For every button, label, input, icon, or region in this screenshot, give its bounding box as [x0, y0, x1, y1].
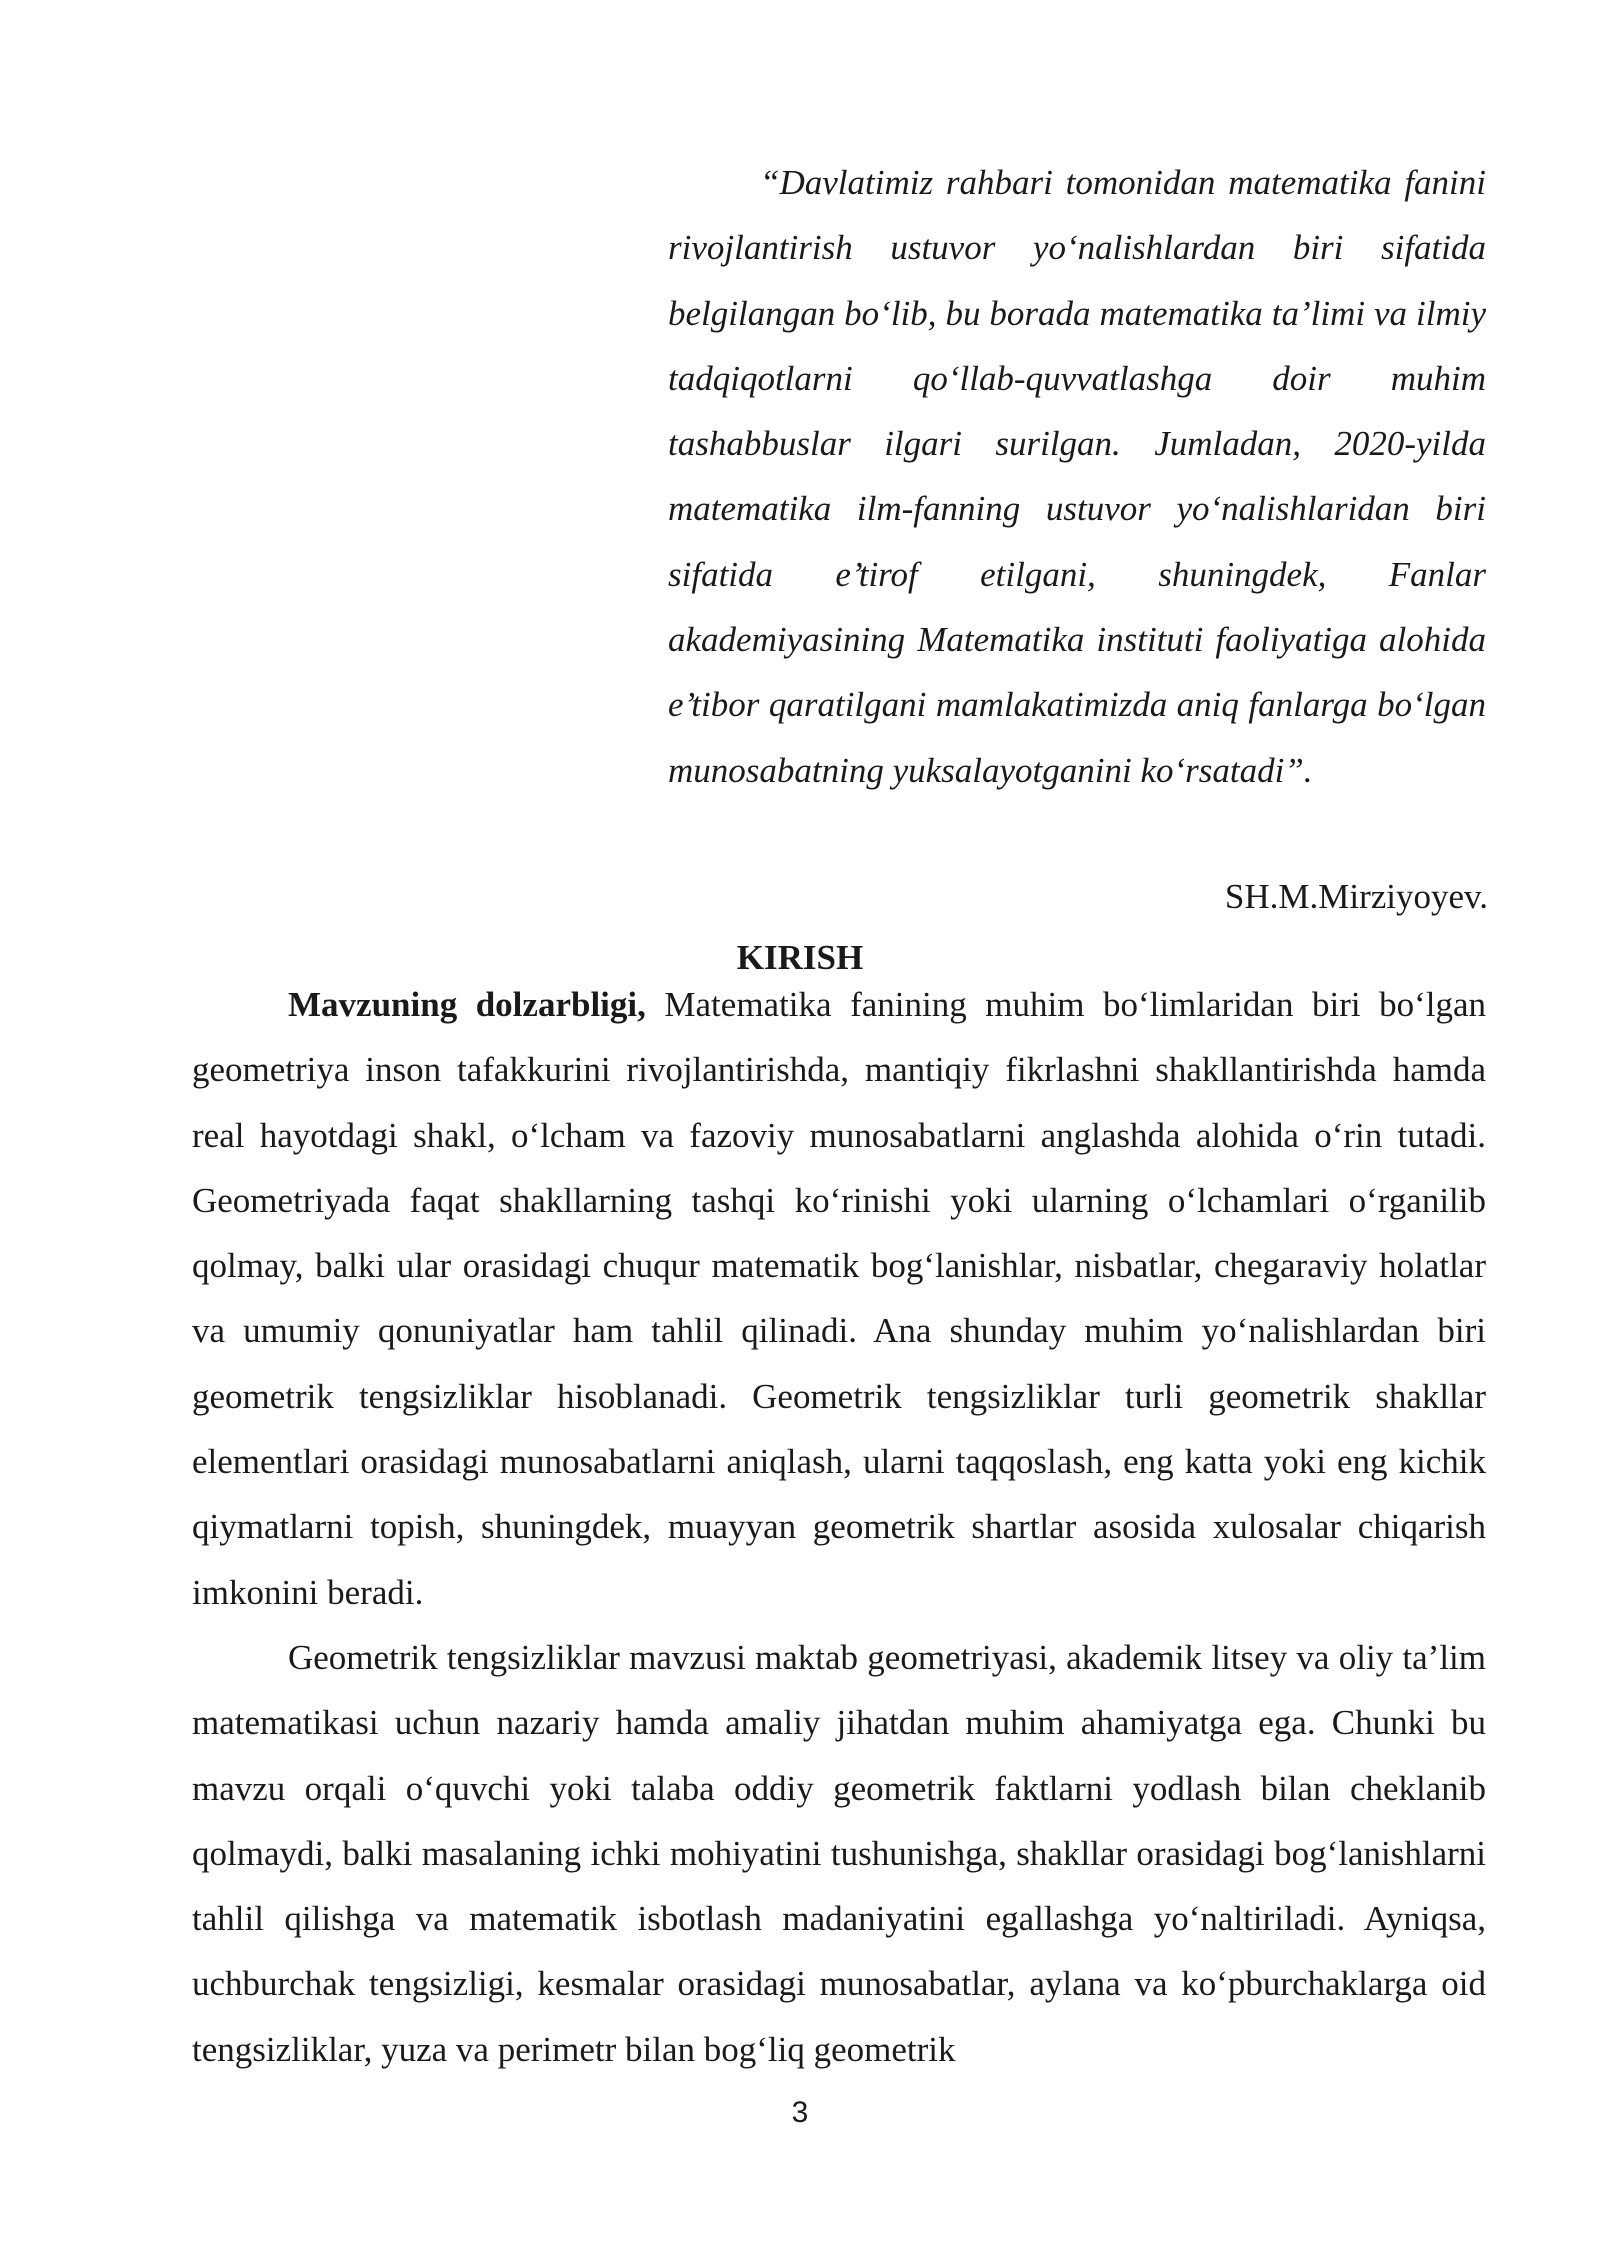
paragraph-importance: Geometrik tengsizliklar mavzusi maktab geometriyasi, akademik litsey va oliy ta’lim matematikasi uchun nazariy hamda amaliy jihatdan muhim ahamiyatga ega. Chunki bu mavzu orqali o‘quvchi yoki talaba oddiy geometrik faktlarni yodlash bilan cheklanib qolmaydi, balki masalaning ichki mohiyatini tushunishga, shakllar orasidagi bog‘lanishlarni tahlil qilishga va matematik isbotlash madaniyatini egallashga yo‘naltiriladi. Ayniqsa, uchburchak tengsizligi, kesmalar orasidagi munosabatlar, aylana va ko‘pburchaklarga oid tengsizliklar, yuza va perimetr bilan bog‘liq geometrik — [192, 1637, 1486, 2069]
paragraph-lead: Mavzuning dolzarbligi, — [288, 985, 646, 1024]
paragraph-relevance — [192, 972, 1486, 1625]
section-title: KIRISH — [736, 938, 864, 977]
page-number: 3 — [791, 2096, 809, 2129]
epigraph-quote: “Davlatimiz rahbari tomonidan matematika fanini rivojlantirish ustuvor yo‘nalishlardan biri sifatida belgilangan bo‘lib, bu borada matematika ta’limi va ilmiy tadqiqotlarni qo‘llab-quvvatlashga doir muhim tashabbuslar ilgari surilgan. Jumladan, 2020-yilda matematika ilm-fanning ustuvor yo‘nalishlaridan biri sifatida e’tirof etilgani, shuningdek, Fanlar akademiyasining Matematika instituti faoliyatiga alohida e’tibor qaratilgani mamlakatimizda aniq fanlarga bo‘lgan munosabatning yuksalayotganini ko‘rsatadi”. — [668, 163, 1486, 790]
paragraph-text: Matematika fanining muhim bo‘limlaridan biri bo‘lgan geometriya inson tafakkurini rivojlantirishda, mantiqiy fikrlashni shakllantirishda hamda real hayotdagi shakl, o‘lcham va fazoviy munosabatlarni anglashda alohida o‘rin tutadi. Geometriyada faqat shakllarning tashqi ko‘rinishi yoki ularning o‘lchamlari o‘rganilib qolmay, balki ular orasidagi chuqur matematik bog‘lanishlar, nisbatlar, chegaraviy holatlar va umumiy qonuniyatlar ham tahlil qilinadi. Ana shunday muhim yo‘nalishlardan biri geometrik tengsizliklar hisoblanadi. Geometrik tengsizliklar turli geometrik shakllar elementlari orasidagi munosabatlarni aniqlash, ularni taqqoslash, eng katta yoki eng kichik qiymatlarni topish, shuningdek, muayyan geometrik shartlar asosida xulosalar chiqarish imkonini beradi. — [192, 985, 1487, 1612]
body-text — [192, 972, 1486, 2082]
epigraph-author: SH.M.Mirziyoyev. — [1224, 877, 1488, 916]
